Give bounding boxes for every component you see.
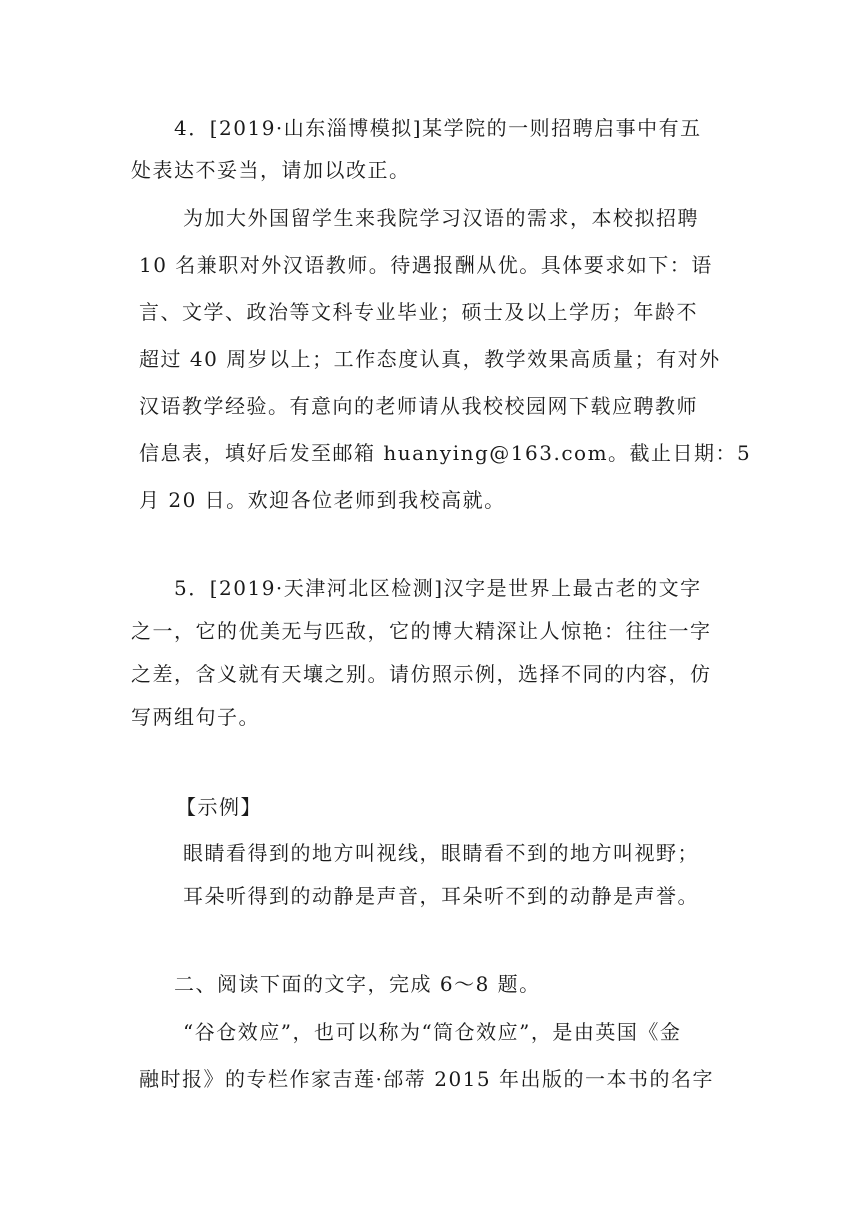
q4-passage-line-7: 月 20 日。欢迎各位老师到我校高就。 [139, 488, 506, 512]
q4-passage-line-6: 信息表，填好后发至邮箱 huanying@163.com。截止日期：5 [139, 441, 752, 465]
section2-text-line-1: “谷仓效应”，也可以称为“筒仓效应”，是由英国《金 [183, 1020, 682, 1044]
q4-stem-line-1: 4．[2019·山东淄博模拟]某学院的一则招聘启事中有五 [174, 116, 702, 140]
q4-passage-line-2: 10 名兼职对外汉语教师。待遇报酬从优。具体要求如下：语 [139, 253, 713, 277]
section2-text-line-2: 融时报》的专栏作家吉莲·邰蒂 2015 年出版的一本书的名字 [139, 1067, 714, 1091]
q5-example-line-2: 耳朵听得到的动静是声音，耳朵听不到的动静是声誉。 [183, 884, 699, 908]
q5-stem-line-1: 5．[2019·天津河北区检测]汉字是世界上最古老的文字 [174, 576, 702, 600]
q5-stem-line-2: 之一，它的优美无与匹敌，它的博大精深让人惊艳：往往一字 [131, 619, 712, 643]
q4-passage-line-1: 为加大外国留学生来我院学习汉语的需求，本校拟招聘 [183, 206, 699, 230]
q5-stem-line-3: 之差，含义就有天壤之别。请仿照示例，选择不同的内容，仿 [131, 662, 712, 686]
q5-example-line-1: 眼睛看得到的地方叫视线，眼睛看不到的地方叫视野； [183, 841, 699, 865]
q4-stem-line-2: 处表达不妥当，请加以改正。 [131, 158, 411, 182]
q4-passage-line-5: 汉语教学经验。有意向的老师请从我校校园网下载应聘教师 [139, 394, 698, 418]
q5-stem-line-4: 写两组句子。 [131, 705, 260, 729]
q5-example-label: 【示例】 [176, 795, 262, 819]
q4-passage-line-3: 言、文学、政治等文科专业毕业；硕士及以上学历；年龄不 [139, 300, 698, 324]
section2-heading: 二、阅读下面的文字，完成 6～8 题。 [174, 972, 541, 996]
q4-passage-line-4: 超过 40 周岁以上；工作态度认真，教学效果高质量；有对外 [139, 347, 721, 371]
